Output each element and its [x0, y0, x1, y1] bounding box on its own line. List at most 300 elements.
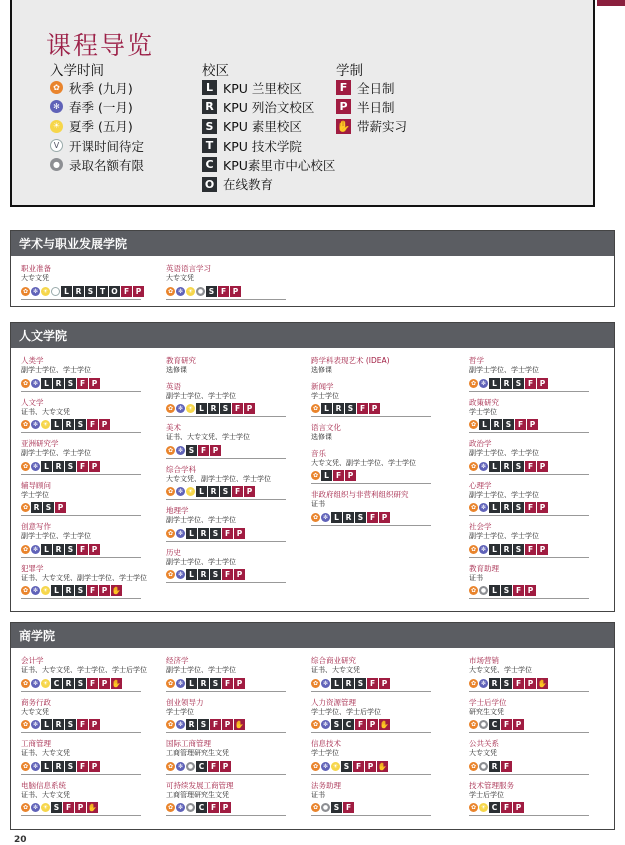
autumn-leaf-icon: ✿: [167, 488, 174, 495]
program-name[interactable]: 商务行政: [21, 697, 51, 707]
program-credential: 学士学位: [166, 707, 194, 716]
study-code-icon: F: [63, 802, 74, 813]
program-credential: 副学士学位、学士学位: [469, 532, 539, 540]
program-entry[interactable]: [21, 656, 147, 692]
campus-code-icon: S: [501, 585, 512, 596]
program-entry[interactable]: [166, 739, 286, 775]
faculty-title: 人文学院: [11, 323, 614, 348]
program-credential: 研究生文凭: [469, 707, 504, 716]
program-name[interactable]: 哲学: [469, 356, 484, 365]
study-legend-item: [336, 97, 407, 116]
program-entry[interactable]: [21, 522, 147, 558]
program-name[interactable]: 电脑信息系统: [21, 780, 66, 790]
study-legend: [336, 59, 407, 136]
campus-code-icon: S: [75, 419, 86, 430]
campus-code-icon: S: [65, 378, 76, 389]
study-code-icon: P: [220, 802, 231, 813]
program-entry[interactable]: [166, 548, 286, 584]
campus-code-icon: L: [196, 486, 207, 497]
program-name[interactable]: 技术管理服务: [469, 780, 514, 790]
autumn-leaf-icon: ✿: [470, 587, 477, 594]
campus-code-icon: S: [75, 678, 86, 689]
campus-legend-label: KPU素里市中心校区: [223, 157, 336, 173]
autumn-leaf-icon: ✿: [167, 679, 174, 687]
program-name[interactable]: 国际工商管理: [166, 739, 211, 748]
study-legend-item: [336, 78, 407, 97]
campus-code-icon: R: [489, 761, 500, 772]
campus-code-icon: S: [503, 419, 514, 430]
autumn-leaf-icon: ✿: [470, 545, 477, 553]
program-entry[interactable]: [166, 382, 286, 418]
program-credential: 大专文凭: [469, 749, 497, 757]
campus-legend: [202, 59, 335, 194]
program-column: [21, 356, 147, 605]
program-credential: 大专文凭、副学士学位、学士学位: [311, 458, 416, 467]
campus-code-icon: R: [31, 502, 42, 513]
program-name[interactable]: 法务助理: [311, 780, 341, 790]
program-entry[interactable]: [469, 481, 589, 517]
snowflake-icon: ✻: [322, 721, 329, 728]
campus-code-icon: O: [109, 286, 120, 297]
campus-code-icon: S: [206, 286, 217, 297]
campus-code-icon: C: [489, 802, 500, 813]
autumn-leaf-icon: ✿: [470, 421, 477, 428]
campus-code-icon: S: [51, 802, 62, 813]
campus-code-icon: S: [210, 569, 221, 580]
program-credential: 学士学位: [469, 407, 497, 416]
campus-code-icon: S: [513, 544, 524, 555]
program-name[interactable]: 语言文化: [311, 423, 341, 432]
work-hand-icon: ✋: [537, 678, 548, 688]
intake-legend-item: [50, 97, 144, 116]
campus-code-icon: L: [186, 678, 197, 689]
intake-legend: [50, 59, 144, 174]
campus-code-icon: L: [489, 461, 500, 472]
autumn-leaf-icon: ✿: [470, 379, 477, 387]
study-code-icon: P: [336, 99, 351, 114]
program-entry[interactable]: [166, 781, 286, 817]
program-entry[interactable]: [311, 698, 431, 734]
program-name[interactable]: 综合商业研究: [311, 656, 356, 665]
campus-code-icon: S: [501, 678, 512, 689]
study-code-icon: F: [210, 719, 221, 730]
program-entry[interactable]: [311, 656, 431, 692]
program-name[interactable]: 创意写作: [21, 522, 51, 531]
campus-code-icon: L: [186, 528, 197, 539]
program-entry[interactable]: [469, 564, 589, 600]
campus-code-icon: S: [65, 461, 76, 472]
sun-icon: ☀: [42, 287, 49, 295]
program-icon-row: [469, 678, 589, 692]
study-code-icon: P: [537, 502, 548, 513]
study-code-icon: F: [333, 470, 344, 481]
program-entry[interactable]: [469, 656, 589, 692]
program-credential: 副学士学位、学士学位: [166, 516, 236, 524]
program-entry[interactable]: [166, 264, 286, 300]
autumn-leaf-icon: ✿: [22, 587, 29, 594]
study-code-icon: F: [353, 761, 364, 772]
program-icon-row: [21, 802, 141, 816]
campus-code-icon: S: [355, 678, 366, 689]
program-credential: 证书: [469, 573, 483, 582]
campus-code-icon: L: [41, 461, 52, 472]
program-icon-row: [311, 470, 431, 484]
campus-code-icon: L: [51, 419, 62, 430]
study-code-icon: F: [357, 403, 368, 414]
work-hand-icon: ✋: [377, 761, 388, 771]
autumn-leaf-icon: ✿: [167, 804, 174, 811]
campus-code-icon: S: [65, 719, 76, 730]
program-name[interactable]: 地理学: [166, 506, 189, 515]
study-code-icon: P: [99, 678, 110, 689]
program-credential: 证书、大专文凭、学士学位: [166, 433, 250, 441]
program-name[interactable]: 人类学: [21, 356, 44, 365]
campus-legend-item: [202, 136, 335, 155]
campus-code-icon: L: [196, 403, 207, 414]
program-entry[interactable]: [469, 522, 589, 558]
study-code-icon: P: [234, 528, 245, 539]
program-credential: 副学士学位、学士学位: [21, 449, 91, 457]
program-entry[interactable]: [21, 356, 147, 392]
autumn-leaf-icon: ✿: [22, 721, 29, 728]
program-entry[interactable]: [21, 564, 147, 600]
snowflake-icon: ✻: [177, 571, 184, 578]
program-entry[interactable]: [166, 656, 286, 692]
program-credential: 工商管理研究生文凭: [166, 790, 229, 799]
program-entry[interactable]: [166, 423, 286, 459]
campus-code-icon: S: [341, 761, 352, 772]
program-credential: 学士学位、学士后学位: [311, 707, 381, 716]
study-code-icon: F: [222, 528, 233, 539]
snowflake-icon: ✻: [32, 379, 39, 387]
study-code-icon: P: [537, 461, 548, 472]
program-credential: 证书、大专文凭: [21, 407, 70, 416]
snowflake-icon: ✻: [177, 287, 184, 295]
campus-code-icon: L: [61, 286, 72, 297]
program-entry[interactable]: [21, 739, 147, 775]
campus-code-icon: L: [321, 470, 332, 481]
campus-code-icon: S: [355, 512, 366, 523]
program-entry[interactable]: [166, 465, 286, 501]
sun-icon: ☀: [42, 679, 49, 687]
program-icon-row: [469, 502, 589, 516]
program-entry[interactable]: [469, 781, 589, 817]
faculty-title: 学术与职业发展学院: [11, 231, 614, 256]
program-icon-row: [311, 802, 431, 816]
pending-icon: V: [50, 139, 63, 152]
snowflake-icon: ✻: [32, 762, 39, 770]
program-entry[interactable]: [469, 439, 589, 475]
intake-legend-label: 录取名额有限: [69, 157, 145, 173]
program-name[interactable]: 历史: [166, 547, 181, 557]
program-name[interactable]: 辅导顾问: [21, 480, 51, 490]
campus-code-icon: T: [97, 286, 108, 297]
sun-icon: ☀: [42, 421, 49, 428]
study-code-icon: P: [89, 461, 100, 472]
study-code-icon: F: [525, 378, 536, 389]
program-entry[interactable]: [311, 490, 431, 526]
campus-code-icon: S: [331, 802, 342, 813]
program-entry[interactable]: [311, 356, 431, 376]
program-name[interactable]: 市场营销: [469, 656, 499, 665]
autumn-leaf-icon: ✿: [312, 472, 319, 479]
program-name[interactable]: 人文学: [21, 397, 44, 407]
program-icon-row: [21, 502, 141, 516]
program-credential: 学士学位: [21, 490, 49, 499]
program-entry[interactable]: [469, 398, 589, 434]
program-icon-row: [21, 678, 141, 692]
study-code-icon: F: [501, 761, 512, 772]
study-code-icon: P: [234, 678, 245, 689]
program-entry[interactable]: [21, 781, 147, 817]
program-icon-row: [21, 378, 141, 392]
limited-seats-icon: ●: [187, 762, 194, 770]
study-code-icon: F: [208, 802, 219, 813]
program-name[interactable]: 人力资源管理: [311, 697, 356, 707]
study-code-icon: P: [527, 419, 538, 430]
study-code-icon: P: [234, 569, 245, 580]
work-hand-icon: ✋: [111, 586, 122, 595]
program-name[interactable]: 英语语言学习: [166, 264, 211, 273]
program-credential: 副学士学位、学士学位: [166, 666, 236, 674]
top-accent-bar: [597, 0, 625, 6]
program-name[interactable]: 音乐: [311, 448, 326, 458]
program-icon-row: [21, 719, 141, 733]
autumn-leaf-icon: ✿: [22, 804, 29, 811]
program-entry[interactable]: [166, 506, 286, 542]
campus-code-icon: S: [202, 119, 217, 134]
snowflake-icon: ✻: [50, 100, 63, 113]
campus-code-icon: R: [53, 461, 64, 472]
autumn-leaf-icon: ✿: [312, 679, 319, 687]
campus-code-icon: R: [489, 678, 500, 689]
campus-code-icon: S: [43, 502, 54, 513]
program-credential: 副学士学位、学士学位: [21, 366, 91, 374]
program-entry[interactable]: [21, 398, 147, 434]
program-entry[interactable]: [469, 698, 589, 734]
autumn-leaf-icon: ✿: [22, 421, 29, 428]
program-entry[interactable]: [311, 423, 431, 443]
program-icon-row: [166, 445, 286, 459]
intake-legend-label: 秋季 (九月): [69, 80, 133, 96]
intake-legend-item: [50, 155, 144, 174]
snowflake-icon: ✻: [32, 679, 39, 687]
program-credential: 选修课: [311, 433, 332, 441]
program-credential: 副学士学位、学士学位: [469, 366, 539, 374]
program-icon-row: [311, 512, 431, 526]
study-code-icon: F: [501, 719, 512, 730]
campus-code-icon: S: [513, 378, 524, 389]
program-name[interactable]: 会计学: [21, 656, 44, 665]
program-credential: 证书、大专文凭、学士学位、学士后学位: [21, 666, 147, 674]
snowflake-icon: ✻: [177, 804, 184, 811]
program-entry[interactable]: [311, 449, 431, 485]
program-entry[interactable]: [469, 356, 589, 392]
campus-code-icon: L: [321, 403, 332, 414]
study-code-icon: P: [525, 678, 536, 689]
program-entry[interactable]: [311, 382, 431, 418]
program-column: [166, 656, 286, 822]
campus-code-icon: R: [186, 719, 197, 730]
campus-code-icon: S: [198, 719, 209, 730]
snowflake-icon: ✻: [177, 721, 184, 728]
program-icon-row: [469, 419, 589, 433]
program-credential: 大专文凭: [21, 274, 49, 282]
limited-seats-icon: ●: [480, 587, 487, 594]
snowflake-icon: ✻: [32, 545, 39, 553]
program-icon-row: [166, 403, 286, 417]
program-name[interactable]: 学士后学位: [469, 697, 507, 707]
program-name[interactable]: 可持续发展工商管理: [166, 780, 234, 790]
study-legend-label: 全日制: [357, 80, 395, 96]
program-entry[interactable]: [21, 439, 147, 475]
program-icon-row: [166, 486, 286, 500]
campus-code-icon: S: [85, 286, 96, 297]
study-code-icon: F: [222, 569, 233, 580]
program-name[interactable]: 综合学科: [166, 464, 196, 474]
study-code-icon: P: [222, 719, 233, 730]
intake-legend-label: 夏季 (五月): [69, 119, 133, 135]
snowflake-icon: ✻: [177, 488, 184, 495]
campus-code-icon: L: [186, 569, 197, 580]
program-name[interactable]: 新闻学: [311, 381, 334, 391]
program-name[interactable]: 公共关系: [469, 739, 499, 748]
program-name[interactable]: 政治学: [469, 439, 492, 448]
campus-code-icon: L: [479, 419, 490, 430]
program-name[interactable]: 亚洲研究学: [21, 439, 59, 448]
program-credential: 工商管理研究生文凭: [166, 749, 229, 757]
limited-seats-icon: ●: [197, 287, 204, 295]
study-code-icon: P: [75, 802, 86, 813]
program-name[interactable]: 教育助理: [469, 563, 499, 573]
work-hand-icon: ✋: [87, 803, 98, 812]
snowflake-icon: ✻: [480, 545, 487, 553]
program-name[interactable]: 跨学科表现艺术 (IDEA): [311, 356, 390, 365]
program-column: [311, 356, 431, 532]
snowflake-icon: ✻: [177, 529, 184, 537]
campus-code-icon: R: [63, 585, 74, 596]
program-entry[interactable]: [21, 264, 141, 300]
program-name[interactable]: 心理学: [469, 480, 492, 490]
study-code-icon: P: [89, 378, 100, 389]
campus-code-icon: L: [489, 378, 500, 389]
legend-title: 课程导览: [46, 31, 155, 60]
autumn-leaf-icon: ✿: [312, 762, 319, 770]
study-code-icon: F: [513, 678, 524, 689]
pending-icon: V: [51, 287, 60, 296]
autumn-leaf-icon: ✿: [22, 504, 29, 511]
campus-code-icon: L: [41, 378, 52, 389]
program-name[interactable]: 经济学: [166, 656, 189, 665]
sun-icon: ☀: [42, 804, 49, 811]
campus-code-icon: L: [489, 544, 500, 555]
program-column: [166, 264, 286, 306]
program-name[interactable]: 犯罪学: [21, 563, 44, 573]
program-credential: 证书、大专文凭、副学士学位、学士学位: [21, 573, 147, 582]
study-code-icon: F: [121, 286, 132, 297]
study-code-icon: P: [345, 470, 356, 481]
campus-code-icon: C: [196, 802, 207, 813]
campus-code-icon: R: [333, 403, 344, 414]
program-icon-row: [21, 419, 141, 433]
campus-code-icon: S: [186, 445, 197, 456]
program-name[interactable]: 创业领导力: [166, 697, 204, 707]
limited-seats-icon: ●: [187, 804, 194, 811]
sun-icon: ☀: [187, 287, 194, 295]
campus-code-icon: R: [198, 569, 209, 580]
program-name[interactable]: 非政府组织与非营利组织研究: [311, 490, 409, 499]
campus-code-icon: O: [202, 177, 217, 192]
snowflake-icon: ✻: [32, 462, 39, 470]
program-icon-row: [21, 286, 141, 300]
study-legend-label: 带薪实习: [357, 119, 408, 135]
program-legend: [10, 0, 595, 207]
autumn-leaf-icon: ✿: [167, 446, 174, 454]
study-code-icon: P: [89, 761, 100, 772]
program-entry[interactable]: [311, 781, 431, 817]
program-icon-row: [469, 719, 589, 733]
campus-legend-item: [202, 97, 335, 116]
autumn-leaf-icon: ✿: [312, 513, 319, 521]
campus-code-icon: C: [51, 678, 62, 689]
program-name[interactable]: 工商管理: [21, 739, 51, 748]
program-entry[interactable]: [21, 698, 147, 734]
campus-code-icon: R: [202, 99, 217, 114]
program-name[interactable]: 美术: [166, 423, 181, 432]
program-name[interactable]: 教育研究: [166, 356, 196, 365]
program-name[interactable]: 英语: [166, 381, 181, 391]
campus-code-icon: S: [513, 502, 524, 513]
program-entry[interactable]: [21, 481, 147, 517]
campus-code-icon: S: [65, 761, 76, 772]
study-code-icon: F: [336, 80, 351, 95]
program-name[interactable]: 社会学: [469, 522, 492, 531]
campus-code-icon: R: [53, 544, 64, 555]
snowflake-icon: ✻: [32, 721, 39, 728]
campus-code-icon: S: [513, 461, 524, 472]
campus-code-icon: R: [198, 528, 209, 539]
study-code-icon: P: [230, 286, 241, 297]
program-entry[interactable]: [166, 356, 286, 376]
campus-code-icon: R: [343, 678, 354, 689]
program-name[interactable]: 职业准备: [21, 264, 51, 273]
autumn-leaf-icon: ✿: [167, 762, 174, 770]
campus-header: 校区: [202, 63, 229, 79]
campus-code-icon: R: [491, 419, 502, 430]
autumn-leaf-icon: ✿: [50, 81, 63, 94]
program-credential: 副学士学位、学士学位: [166, 557, 236, 566]
program-entry[interactable]: [311, 739, 431, 775]
program-icon-row: [311, 678, 431, 692]
study-code-icon: F: [367, 678, 378, 689]
program-entry[interactable]: [469, 739, 589, 775]
program-icon-row: [469, 802, 589, 816]
study-code-icon: F: [232, 486, 243, 497]
program-credential: 学士后学位: [469, 790, 504, 799]
snowflake-icon: ✻: [177, 405, 184, 412]
program-icon-row: [311, 761, 431, 775]
program-name[interactable]: 信息技术: [311, 739, 341, 748]
study-code-icon: F: [222, 678, 233, 689]
study-code-icon: P: [537, 378, 548, 389]
program-name[interactable]: 政策研究: [469, 397, 499, 407]
program-icon-row: [21, 461, 141, 475]
snowflake-icon: ✻: [32, 804, 39, 811]
program-entry[interactable]: [166, 698, 286, 734]
study-code-icon: F: [77, 461, 88, 472]
study-code-icon: F: [77, 761, 88, 772]
campus-code-icon: L: [331, 512, 342, 523]
